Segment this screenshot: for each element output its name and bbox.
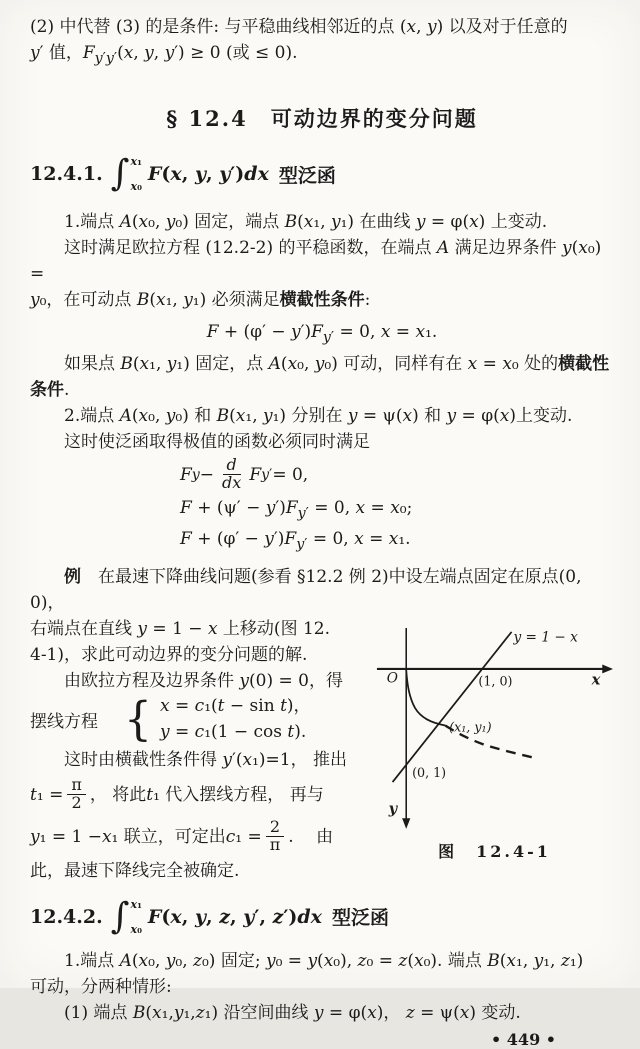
subsection-2-heading: [30, 892, 614, 942]
paragraph-4-line-1: 2.端点 A(x₀, y₀) 和 B(x₁, y₁) 分别在 y = ψ(x) 和 y = φ(x)上变动.: [64, 405, 573, 426]
integral-symbol-2: [111, 897, 142, 937]
integral-glyph-2: ∫: [110, 895, 130, 937]
line-equation-label: y = 1 − x: [513, 629, 578, 646]
paragraph-2-line-2: y₀，在可动点 B(x₁, y₁) 必须满足横截性条件:: [30, 290, 371, 311]
equation-transversality: $F + (\varphi' - y')F_{y'} = 0$, x = x₁.: [206, 322, 438, 346]
example-two-column-area: [30, 616, 614, 884]
example-first-line: 例 在最速下降曲线问题(参看 §12.2 例 2)中设左端点固定在原点(0, 0)，: [30, 566, 582, 613]
example-line-8: 此，最速下降线完全被确定.: [30, 860, 240, 881]
equation-boundary-x1: $F + (\varphi' - y')F_{y'} = 0$, x = x₁.: [180, 529, 411, 553]
figure-12-4-1: [375, 616, 614, 884]
y-axis-label: y: [388, 799, 398, 817]
example-line-2: 4-1)，求此可动边界的变分问题的解.: [30, 644, 308, 665]
system-brace: {: [124, 692, 152, 746]
integral-lower-limit: x₀: [130, 180, 142, 194]
final-paragraph-line-3: (1) 端点 B(x₁,y₁,z₁) 沿空间曲线 y = φ(x)， z = ψ(x) 变动.: [64, 1002, 521, 1023]
origin-label: O: [386, 670, 398, 687]
point-0-1-label: (0, 1): [412, 764, 447, 780]
example-line-6: t ₁ = π 2 ， 将此 t ₁ 代入摆线方程， 再与: [30, 775, 324, 813]
cycloid-equation-y: y = c₁(1 − cos t).: [160, 722, 307, 743]
final-paragraph-line-1: 1.端点 A(x₀, y₀, z₀) 固定; y₀ = y(x₀), z₀ = z(x₀). 端点 B(x₁, y₁, z₁): [64, 950, 584, 971]
paragraph-3-line-2: 条件.: [30, 379, 70, 400]
equation-euler: F y − d dx F y′ = 0,: [180, 455, 309, 493]
example-line-7: y ₁ = 1 − x ₁ 联立，可定出 c ₁ = 2 π . 由: [30, 817, 334, 855]
integral-lower-limit-2: x₀: [130, 922, 142, 936]
point-1-0-label: (1, 0): [478, 673, 513, 689]
cycloid-equations: [160, 695, 311, 744]
example-text-column: [30, 616, 375, 884]
page-number: • 449 •: [491, 1029, 556, 1049]
y-axis-arrow-icon: [402, 818, 410, 829]
line-y-equals-1-minus-x: [393, 631, 512, 781]
example-line-5: 这时由横截性条件得 y′(x₁)=1， 推出: [64, 749, 348, 770]
subsection-1-integrand: F(x, y, y′)dx: [147, 163, 269, 186]
intro-paragraph: [30, 14, 614, 71]
integral-limits-2: [131, 899, 142, 935]
subsection-2-number: 12.4.2.: [30, 905, 103, 928]
subsection-1-suffix: 型泛函: [278, 164, 336, 187]
subsection-1-heading: [30, 149, 614, 199]
example-line-1: 右端点在直线 y = 1 − x 上移动(图 12.: [30, 618, 331, 639]
figure-caption: 图 12.4-1: [438, 841, 551, 861]
paragraph-2-line-1: 这时满足欧拉方程 (12.2-2) 的平稳函数，在端点 A 满足边界条件 y(x₀) =: [30, 238, 602, 285]
point-x1-y1-label: (x₁, y₁): [449, 718, 492, 734]
subsection-1-number: 12.4.1.: [30, 163, 103, 186]
example-line-3: 由欧拉方程及边界条件 y(0) = 0，得: [64, 670, 343, 691]
figure-plot: [375, 620, 614, 833]
subsection-2-suffix: 型泛函: [331, 907, 389, 930]
integral-symbol: [111, 154, 142, 194]
cycloid-equation-x: x = c₁(t − sin t)，: [160, 696, 311, 717]
x-axis-label: x: [591, 671, 601, 689]
cycloid-system-label: 摆线方程: [30, 712, 98, 733]
paragraph-4-line-2: 这时使泛函取得极值的函数必须同时满足: [64, 431, 370, 452]
subsection-2-integrand: F(x, y, z, y′, z′)dx: [147, 905, 322, 928]
intro-line-1: (2) 中代替 (3) 的是条件: 与平稳曲线相邻近的点 (x, y) 以及对于任意的: [30, 17, 568, 37]
x-axis-arrow-icon: [602, 664, 613, 673]
section-title: § 12.4 可动边界的变分问题: [166, 106, 478, 132]
intro-line-2: y′ 值，$F_{y'y'}(x$, y, y′) ≥ 0 (或 ≤ 0).: [30, 43, 298, 67]
cycloid-curve-solid: [406, 669, 445, 725]
cycloid-equation-system: [30, 694, 375, 746]
paragraph-3-line-1: 如果点 B(x₁, y₁) 固定，点 A(x₀, y₀) 可动，同样有在 x = x₀ 处的横截性: [64, 353, 610, 374]
paragraph-1: 1.端点 A(x₀, y₀) 固定，端点 B(x₁, y₁) 在曲线 y = φ(x) 上变动.: [64, 212, 548, 233]
integral-upper-limit-2: x₁: [130, 897, 142, 911]
integral-upper-limit: x₁: [130, 155, 142, 169]
equation-boundary-x0: $F + (\psi' - y')F_{y'} = 0$, x = x₀;: [180, 497, 413, 522]
final-paragraph-line-2: 可动，分两种情形:: [30, 976, 172, 997]
integral-glyph: ∫: [110, 153, 130, 195]
integral-limits: [131, 156, 142, 192]
